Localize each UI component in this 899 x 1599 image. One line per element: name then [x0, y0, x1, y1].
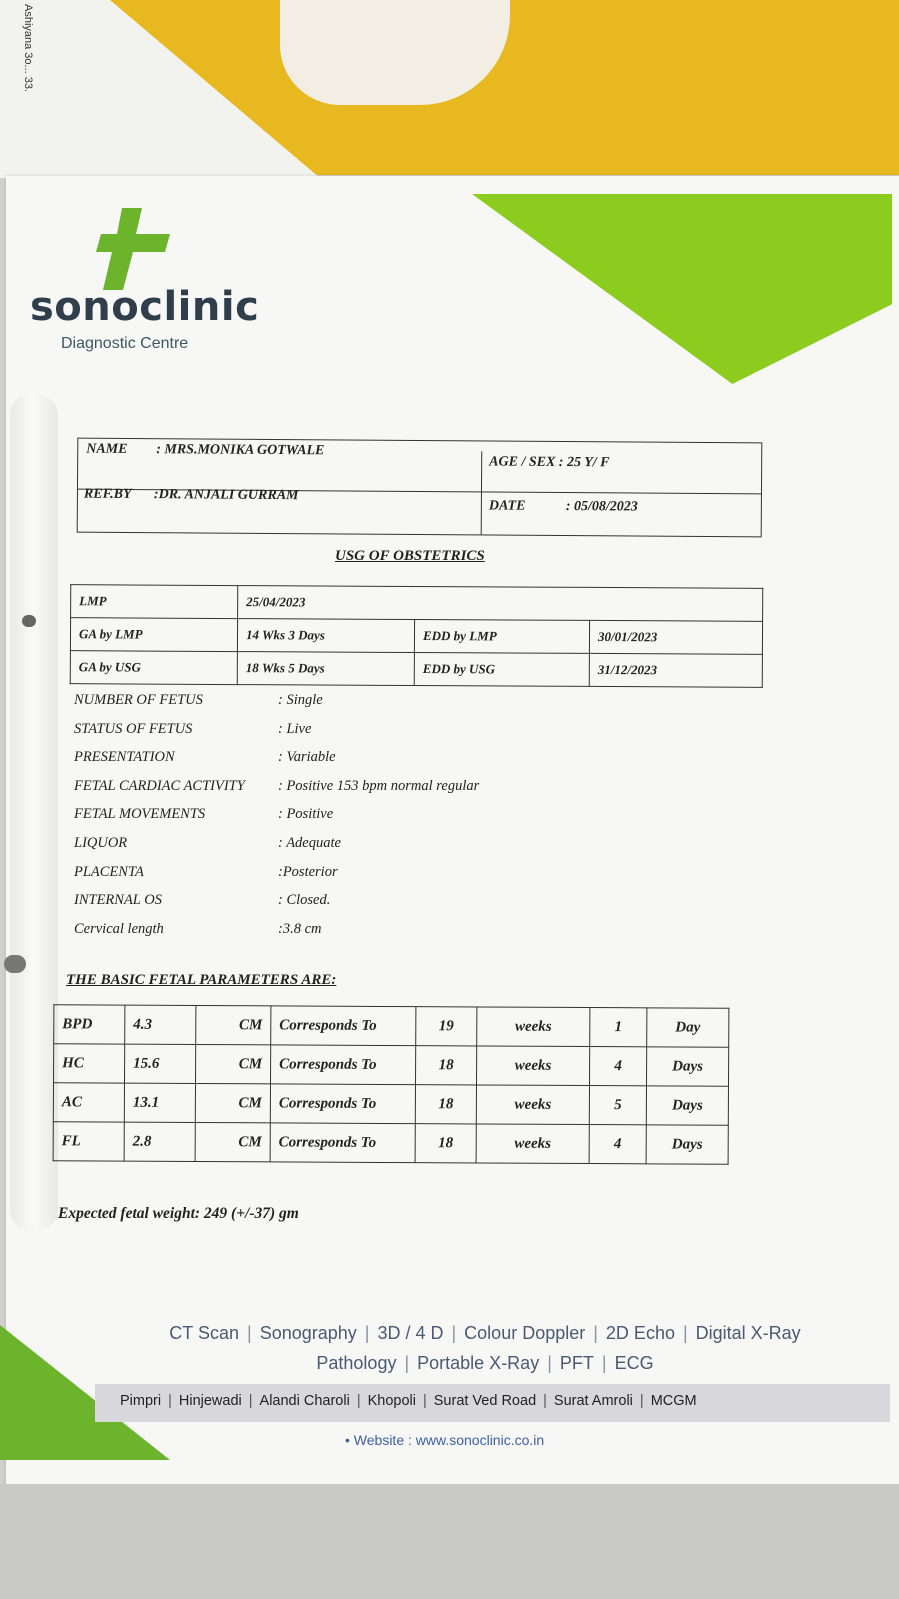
- background-corner-text: Ashiyana 3o... 33.: [22, 4, 34, 93]
- ga-value: 14 Wks 3 Days: [237, 619, 414, 653]
- param-text: Corresponds To: [271, 1006, 416, 1046]
- findings-list: [68, 692, 588, 949]
- finding-label: STATUS OF FETUS: [74, 720, 193, 737]
- param-weeks-label: weeks: [476, 1124, 589, 1164]
- param-unit: CM: [196, 1044, 271, 1083]
- param-days-label: Days: [646, 1125, 728, 1164]
- param-weeks: 19: [416, 1007, 477, 1046]
- services-line-1: CT Scan | Sonography | 3D / 4 D | Colour Doppler | 2D Echo | Digital X-Ray: [169, 1323, 801, 1343]
- edd-value: 31/12/2023: [589, 653, 762, 687]
- table-surface: [0, 1484, 899, 1599]
- param-text: Corresponds To: [270, 1084, 415, 1124]
- date-label: DATE: [488, 498, 526, 514]
- edd-label: EDD by LMP: [414, 619, 589, 653]
- finding-label: FETAL CARDIAC ACTIVITY: [74, 777, 245, 794]
- patient-details-box: [77, 438, 763, 538]
- table-row: [54, 1005, 729, 1048]
- finding-value: : Positive 153 bpm normal regular: [278, 777, 480, 794]
- param-unit: CM: [195, 1122, 270, 1161]
- finding-value: : Adequate: [278, 834, 341, 851]
- locations-list: Pimpri | Hinjewadi | Alandi Charoli | Khopoli | Surat Ved Road | Surat Amroli | MCGM: [120, 1393, 697, 1409]
- services-list: [90, 1318, 880, 1378]
- param-days: 1: [590, 1008, 647, 1047]
- table-row: [53, 1083, 728, 1126]
- table-row: [53, 1122, 728, 1165]
- service-item: Portable X-Ray: [417, 1353, 540, 1373]
- service-item: Sonography: [259, 1323, 357, 1343]
- list-item: [68, 921, 588, 950]
- finding-label: Cervical length: [74, 920, 164, 937]
- report-title: USG OF OBSTETRICS: [335, 548, 485, 564]
- param-weeks-label: weeks: [476, 1085, 589, 1125]
- param-name: BPD: [54, 1005, 125, 1044]
- param-text: Corresponds To: [271, 1045, 416, 1085]
- finding-label: LIQUOR: [74, 834, 128, 851]
- param-days-label: Days: [646, 1086, 728, 1125]
- table-row: [70, 618, 762, 655]
- finding-value: :3.8 cm: [278, 920, 322, 937]
- patient-name: : MRS.MONIKA GOTWALE: [156, 442, 325, 459]
- param-unit: CM: [196, 1005, 271, 1044]
- expected-fetal-weight: Expected fetal weight: 249 (+/-37) gm: [58, 1205, 299, 1222]
- table-row: [71, 585, 763, 622]
- logo-name: sonoclinic: [30, 284, 260, 330]
- age-sex: AGE / SEX : 25 Y/ F: [489, 454, 610, 471]
- refby-label: REF.BY: [83, 486, 132, 502]
- finding-label: INTERNAL OS: [74, 892, 162, 909]
- binder-hole: [4, 955, 26, 973]
- param-value: 4.3: [125, 1005, 196, 1044]
- finding-label: PRESENTATION: [74, 749, 175, 766]
- list-item: [68, 806, 588, 835]
- finding-label: FETAL MOVEMENTS: [74, 806, 206, 823]
- location-item: Surat Amroli: [553, 1393, 633, 1409]
- table-row: [70, 651, 762, 688]
- website-link[interactable]: • Website : www.sonoclinic.co.in: [345, 1432, 545, 1448]
- finding-value: : Positive: [278, 806, 334, 823]
- service-item: ECG: [614, 1353, 654, 1373]
- finding-value: : Closed.: [278, 892, 331, 909]
- edd-value: 30/01/2023: [589, 620, 762, 654]
- binder-hole-top: [22, 615, 36, 627]
- param-days: 4: [589, 1047, 646, 1086]
- edd-label: EDD by USG: [414, 652, 589, 686]
- finding-label: NUMBER OF FETUS: [74, 692, 203, 708]
- list-item: [68, 892, 588, 921]
- service-item: 2D Echo: [605, 1323, 675, 1343]
- param-weeks: 18: [415, 1124, 476, 1163]
- param-days-label: Days: [646, 1047, 728, 1086]
- param-weeks: 18: [415, 1085, 476, 1124]
- service-item: 3D / 4 D: [377, 1323, 444, 1343]
- sonoclinic-cross-icon: [92, 206, 182, 296]
- list-item: [68, 835, 588, 864]
- location-item: Alandi Charoli: [259, 1393, 350, 1409]
- param-value: 15.6: [125, 1044, 196, 1083]
- service-item: PFT: [559, 1353, 594, 1373]
- ga-label: GA by USG: [70, 651, 237, 685]
- param-name: FL: [53, 1122, 124, 1161]
- location-item: Pimpri: [120, 1393, 162, 1409]
- ga-value: 18 Wks 5 Days: [237, 652, 414, 686]
- param-weeks: 18: [415, 1046, 476, 1085]
- location-item: MCGM: [650, 1393, 697, 1409]
- finding-label: PLACENTA: [74, 863, 144, 880]
- finding-value: :Posterior: [278, 863, 338, 880]
- param-name: AC: [53, 1083, 124, 1122]
- fetal-parameters-table: [53, 1004, 730, 1165]
- param-days: 4: [589, 1125, 646, 1164]
- finding-value: : Single: [278, 692, 323, 708]
- gestational-age-table: [70, 584, 764, 688]
- service-item: Colour Doppler: [464, 1323, 586, 1343]
- param-unit: CM: [195, 1083, 270, 1122]
- name-label: NAME: [86, 441, 128, 457]
- service-item: Digital X-Ray: [695, 1323, 801, 1343]
- service-item: Pathology: [316, 1353, 397, 1373]
- param-days-label: Day: [647, 1008, 729, 1047]
- list-item: [68, 692, 588, 721]
- list-item: [68, 721, 588, 750]
- table-row: [54, 1044, 729, 1087]
- finding-value: : Live: [278, 720, 312, 737]
- lmp-label: LMP: [71, 585, 238, 619]
- param-weeks-label: weeks: [477, 1007, 590, 1047]
- list-item: [68, 778, 588, 807]
- location-item: Hinjewadi: [178, 1393, 242, 1409]
- referring-doctor: :DR. ANJALI GURRAM: [153, 487, 299, 504]
- services-line-2: Pathology | Portable X-Ray | PFT | ECG: [316, 1353, 654, 1373]
- list-item: [68, 749, 588, 778]
- location-item: Surat Ved Road: [433, 1393, 537, 1409]
- param-value: 2.8: [124, 1122, 195, 1161]
- lmp-value: 25/04/2023: [238, 586, 763, 622]
- ga-label: GA by LMP: [70, 618, 237, 652]
- param-days: 5: [589, 1086, 646, 1125]
- report-date: : 05/08/2023: [565, 499, 638, 515]
- parameters-title: THE BASIC FETAL PARAMETERS ARE:: [66, 972, 337, 988]
- logo-subtitle: Diagnostic Centre: [61, 335, 189, 352]
- location-item: Khopoli: [367, 1393, 416, 1409]
- binder-strip: [10, 395, 58, 1230]
- param-name: HC: [54, 1044, 125, 1083]
- service-item: CT Scan: [169, 1323, 239, 1343]
- list-item: [68, 864, 588, 893]
- param-value: 13.1: [124, 1083, 195, 1122]
- finding-value: : Variable: [278, 749, 336, 766]
- param-weeks-label: weeks: [476, 1046, 589, 1086]
- param-text: Corresponds To: [270, 1123, 415, 1163]
